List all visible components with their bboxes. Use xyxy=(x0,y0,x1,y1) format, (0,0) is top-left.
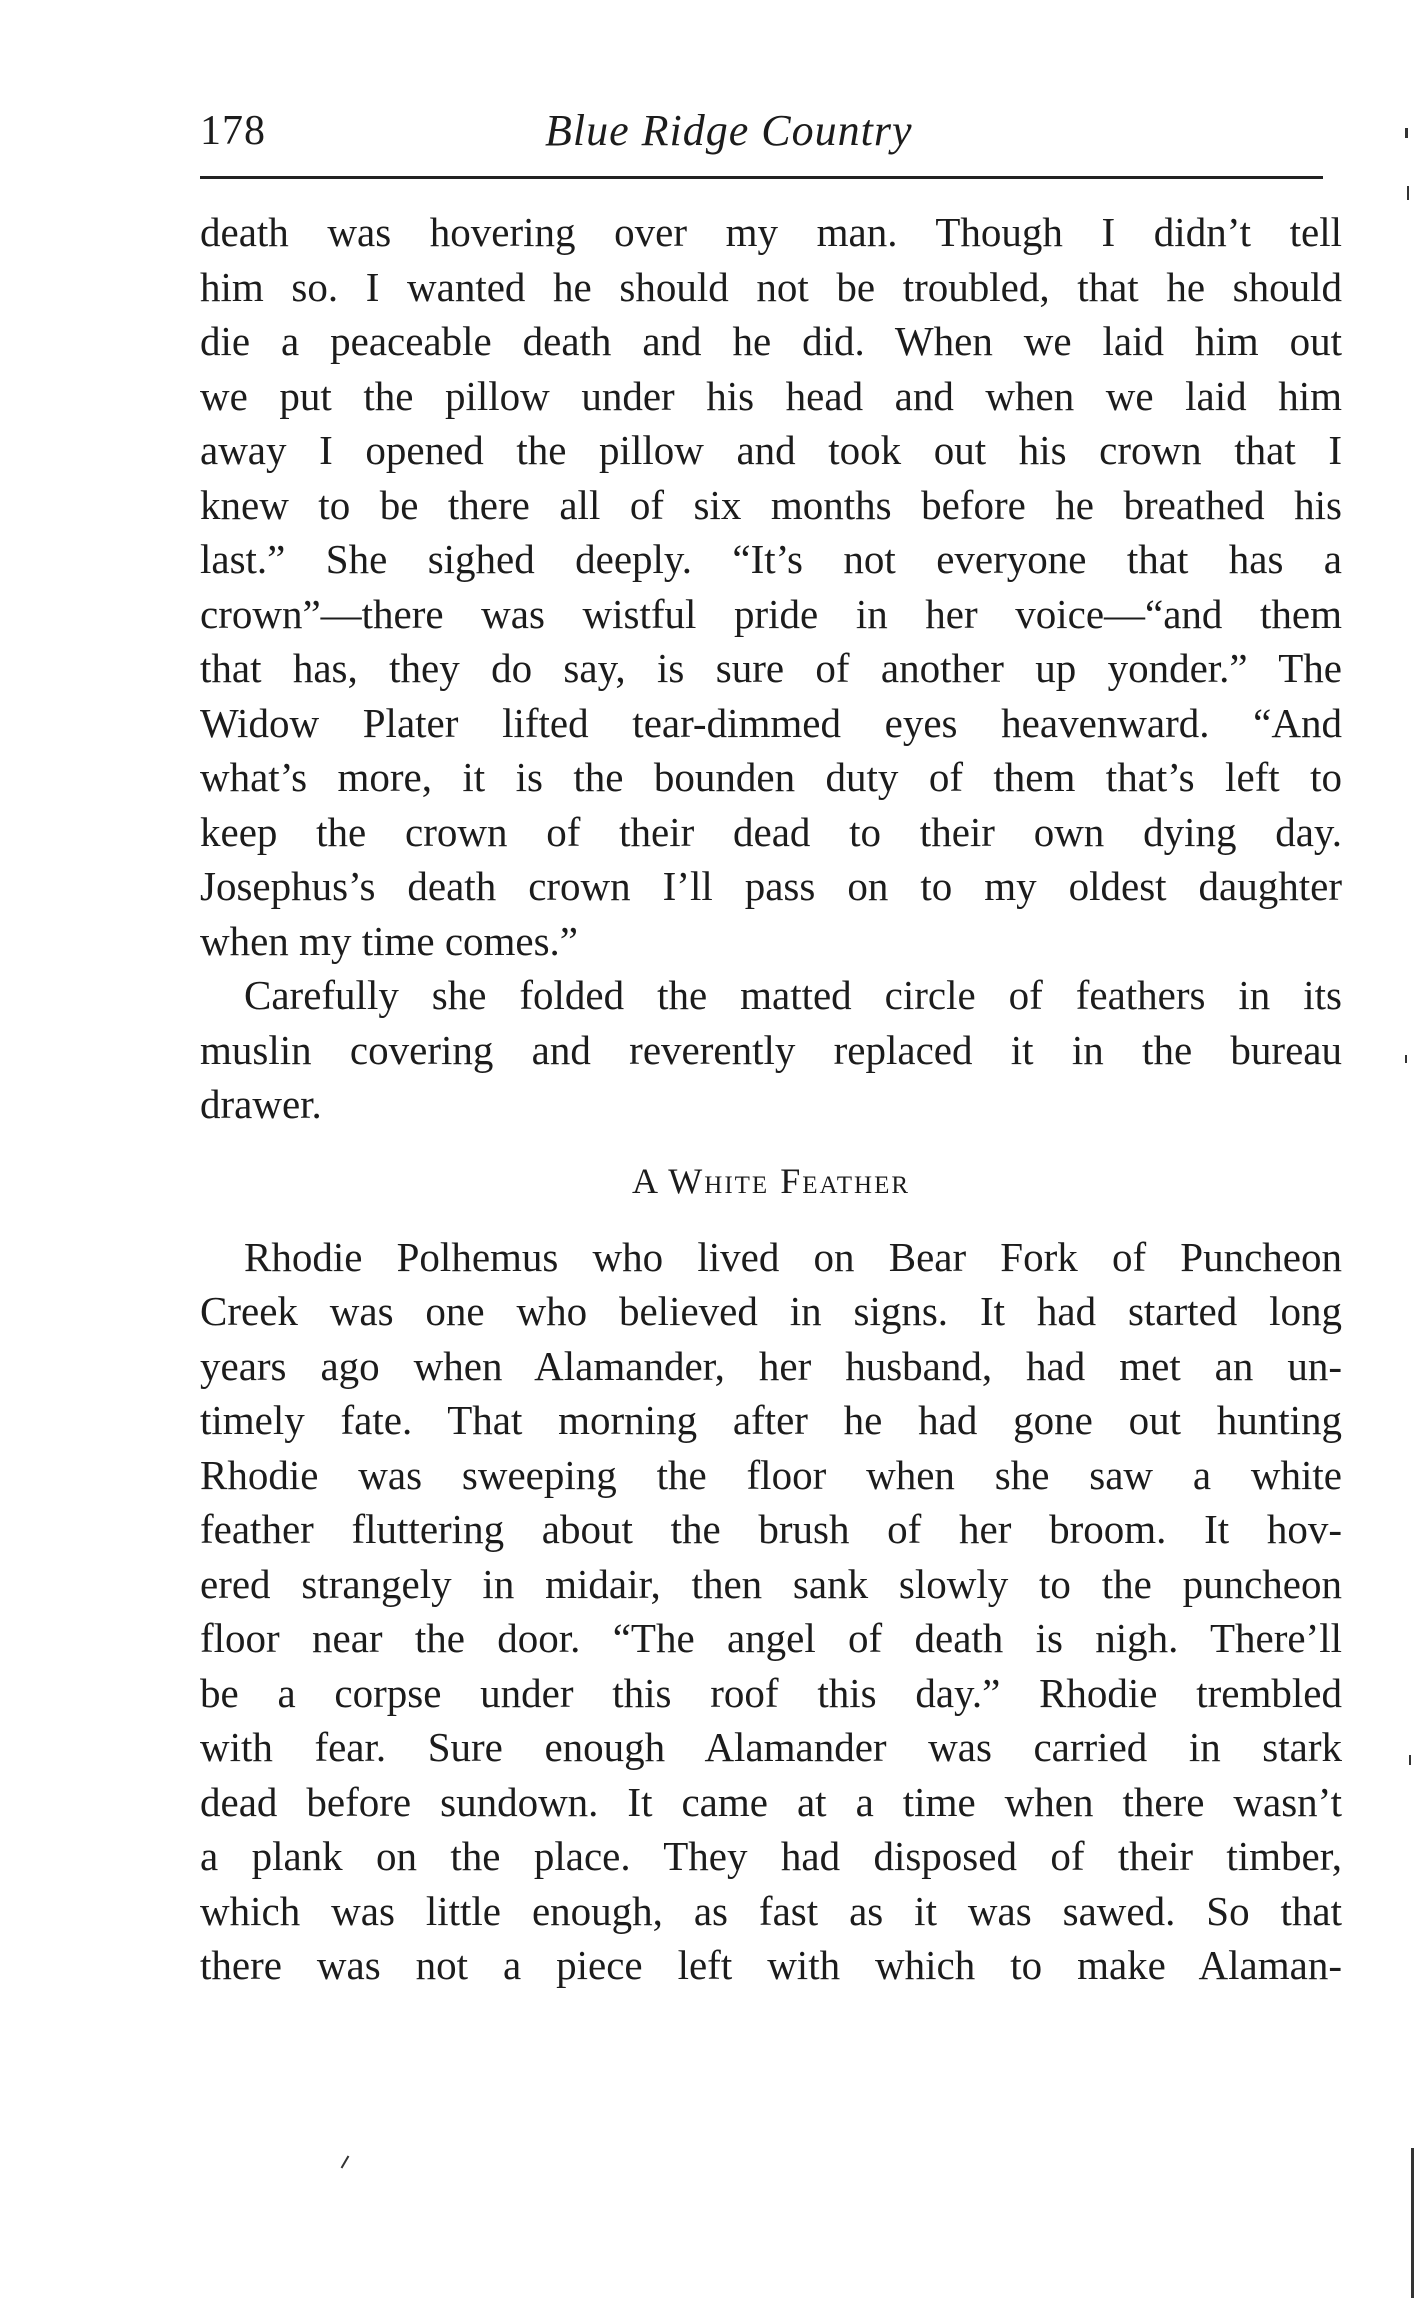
section-heading xyxy=(200,1132,1342,1230)
scan-mark xyxy=(341,2155,350,2168)
paragraph-white-feather xyxy=(200,1230,1342,1993)
scan-mark xyxy=(1409,1755,1411,1765)
scan-mark xyxy=(1405,128,1408,138)
scan-mark xyxy=(1407,186,1409,200)
text-line: Rhodie was sweeping the floor when she saw a white xyxy=(200,1451,1342,1498)
text-line: death was hovering over my man. Though I didn’t tell xyxy=(200,209,1342,255)
text-line: a plank on the place. They had disposed of their timber, xyxy=(200,1833,1342,1879)
text-line: when my time comes.” xyxy=(200,917,579,964)
text-line: dead before sundown. It came at a time when there wasn’t xyxy=(200,1778,1342,1825)
text-line: what’s more, it is the bounden duty of them that’s left to xyxy=(200,754,1342,800)
text-line: last.” She sighed deeply. “It’s not everyone that has a xyxy=(200,536,1342,582)
text-line: Creek was one who believed in signs. It had started long xyxy=(200,1288,1342,1334)
text-line: him so. I wanted he should not be troubled, that he should xyxy=(200,263,1342,310)
text-line: years ago when Alamander, her husband, had met an un- xyxy=(200,1342,1342,1389)
paragraph-bureau xyxy=(200,968,1342,1132)
text-line: knew to be there all of six months before he breathed his xyxy=(200,481,1342,528)
text-line: floor near the door. “The angel of death is nigh. There’ll xyxy=(200,1615,1342,1661)
text-line: Josephus’s death crown I’ll pass on to my oldest daughter xyxy=(200,863,1342,909)
text-line: there was not a piece left with which to make Alaman- xyxy=(200,1942,1342,1988)
text-line: timely fate. That morning after he had gone out hunting xyxy=(200,1397,1342,1443)
text-line: keep the crown of their dead to their own dying day. xyxy=(200,808,1342,855)
book-title: Blue Ridge Country xyxy=(545,106,913,155)
running-head xyxy=(200,96,1350,166)
text-line: which was little enough, as fast as it was sawed. So that xyxy=(200,1887,1342,1934)
text-line: that has, they do say, is sure of another up yonder.” The xyxy=(200,645,1342,691)
scan-mark xyxy=(1411,2148,1414,2298)
paragraph-continued xyxy=(200,205,1342,968)
text-line: be a corpse under this roof this day.” Rhodie trembled xyxy=(200,1669,1342,1716)
text-line: Carefully she folded the matted circle of feathers in its xyxy=(244,972,1342,1018)
scan-mark xyxy=(1405,1055,1407,1063)
header-rule xyxy=(200,176,1323,179)
text-line: crown”—there was wistful pride in her voice—“and them xyxy=(200,590,1342,637)
text-line: muslin covering and reverently replaced it in the bureau xyxy=(200,1026,1342,1073)
text-line: we put the pillow under his head and when we laid him xyxy=(200,372,1342,419)
body-text xyxy=(200,205,1342,1993)
text-line: drawer. xyxy=(200,1081,322,1127)
text-line: die a peaceable death and he did. When we laid him out xyxy=(200,318,1342,364)
text-line: with fear. Sure enough Alamander was carried in stark xyxy=(200,1724,1342,1770)
text-line: feather fluttering about the brush of her broom. It hov- xyxy=(200,1506,1342,1552)
text-line: away I opened the pillow and took out his crown that I xyxy=(200,427,1342,473)
section-heading-text: A White Feather xyxy=(631,1160,911,1201)
text-line: Widow Plater lifted tear-dimmed eyes heavenward. “And xyxy=(200,699,1342,746)
text-line: ered strangely in midair, then sank slowly to the puncheon xyxy=(200,1560,1342,1607)
text-line: Rhodie Polhemus who lived on Bear Fork of Puncheon xyxy=(244,1233,1342,1280)
page-number: 178 xyxy=(200,108,266,154)
